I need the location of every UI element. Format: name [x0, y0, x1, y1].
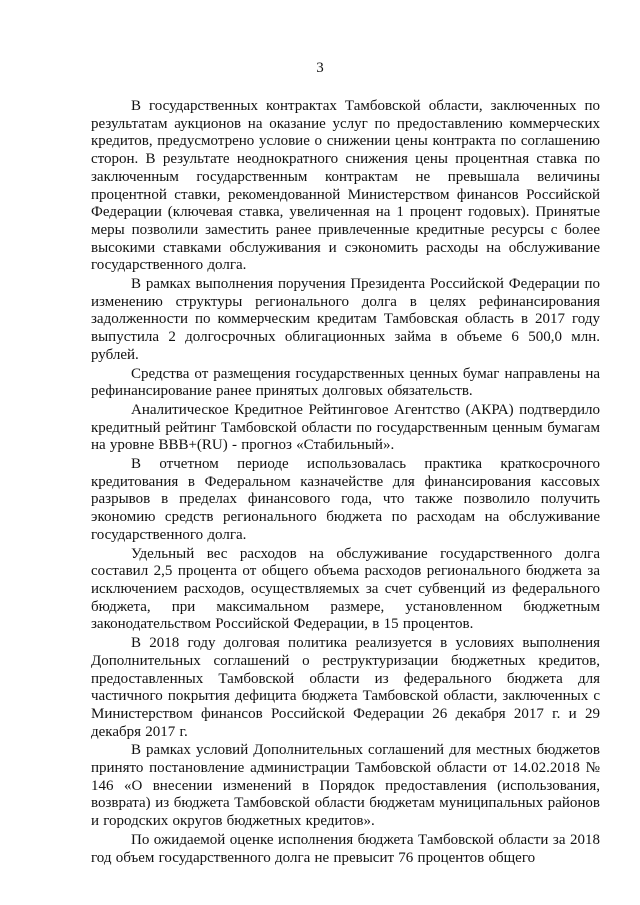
paragraph-3: Средства от размещения государственных ценных бумаг направлены на рефинансирование ранее принятых долговых обязательств. [91, 365, 600, 400]
paragraph-7: В 2018 году долговая политика реализуется в условиях выполнения Дополнительных соглашений о реструктуризации бюджетных кредитов, предоставленных Тамбовской области из федерального бюджета для частичного покрытия дефицита бюджета Тамбовской области, заключенных с Министерством финансов Российской Федерации 26 декабря 2017 г. и 29 декабря 2017 г. [91, 635, 600, 740]
paragraph-1: В государственных контрактах Тамбовской области, заключенных по результатам аукционов на оказание услуг по предоставлению коммерческих кредитов, предусмотрено условие о снижении цены контракта по соглашению сторон. В результате неоднократного снижения цены процентная ставка по заключенным государственным контрактам не превышала величины процентной ставки, рекомендованной Министерством финансов Российской Федерации (ключевая ставка, увеличенная на 1 процент годовых). Принятые меры позволили заместить ранее привлеченные кредитные ресурсы с более высокими ставками обслуживания и сэкономить расходы на обслуживание государственного долга. [91, 98, 600, 274]
paragraph-2: В рамках выполнения поручения Президента Российской Федерации по изменению структуры регионального долга в целях рефинансирования задолженности по коммерческим кредитам Тамбовская область в 2017 году выпустила 2 долгосрочных облигационных займа в объеме 6 500,0 млн. рублей. [91, 276, 600, 363]
paragraph-9: По ожидаемой оценке исполнения бюджета Тамбовской области за 2018 год объем государственного долга не превысит 76 процентов общего [91, 831, 600, 866]
paragraph-6: Удельный вес расходов на обслуживание государственного долга составил 2,5 процента от общего объема расходов регионального бюджета за исключением расходов, осуществляемых за счет субвенций из федерального бюджета, при максимальном размере, установленном бюджетным законодательством Российской Федерации, в 15 процентов. [91, 545, 600, 633]
body-text [91, 98, 600, 867]
paragraph-5: В отчетном периоде использовалась практика краткосрочного кредитования в Федеральном казначействе для финансирования кассовых разрывов в пределах финансового года, что также позволило получить экономию средств регионального бюджета по расходам на обслуживание государственного долга. [91, 456, 600, 543]
paragraph-4: Аналитическое Кредитное Рейтинговое Агентство (АКРА) подтвердило кредитный рейтинг Тамбовской области по государственным ценным бумагам на уровне BBB+(RU) - прогноз «Стабильный». [91, 401, 600, 454]
page-number: 3 [316, 60, 324, 76]
paragraph-8: В рамках условий Дополнительных соглашений для местных бюджетов принято постановление администрации Тамбовской области от 14.02.2018 № 146 «О внесении изменений в Порядок предоставления (использования, возврата) из бюджета Тамбовской области бюджетам муниципальных районов и городских округов бюджетных кредитов». [91, 742, 600, 830]
